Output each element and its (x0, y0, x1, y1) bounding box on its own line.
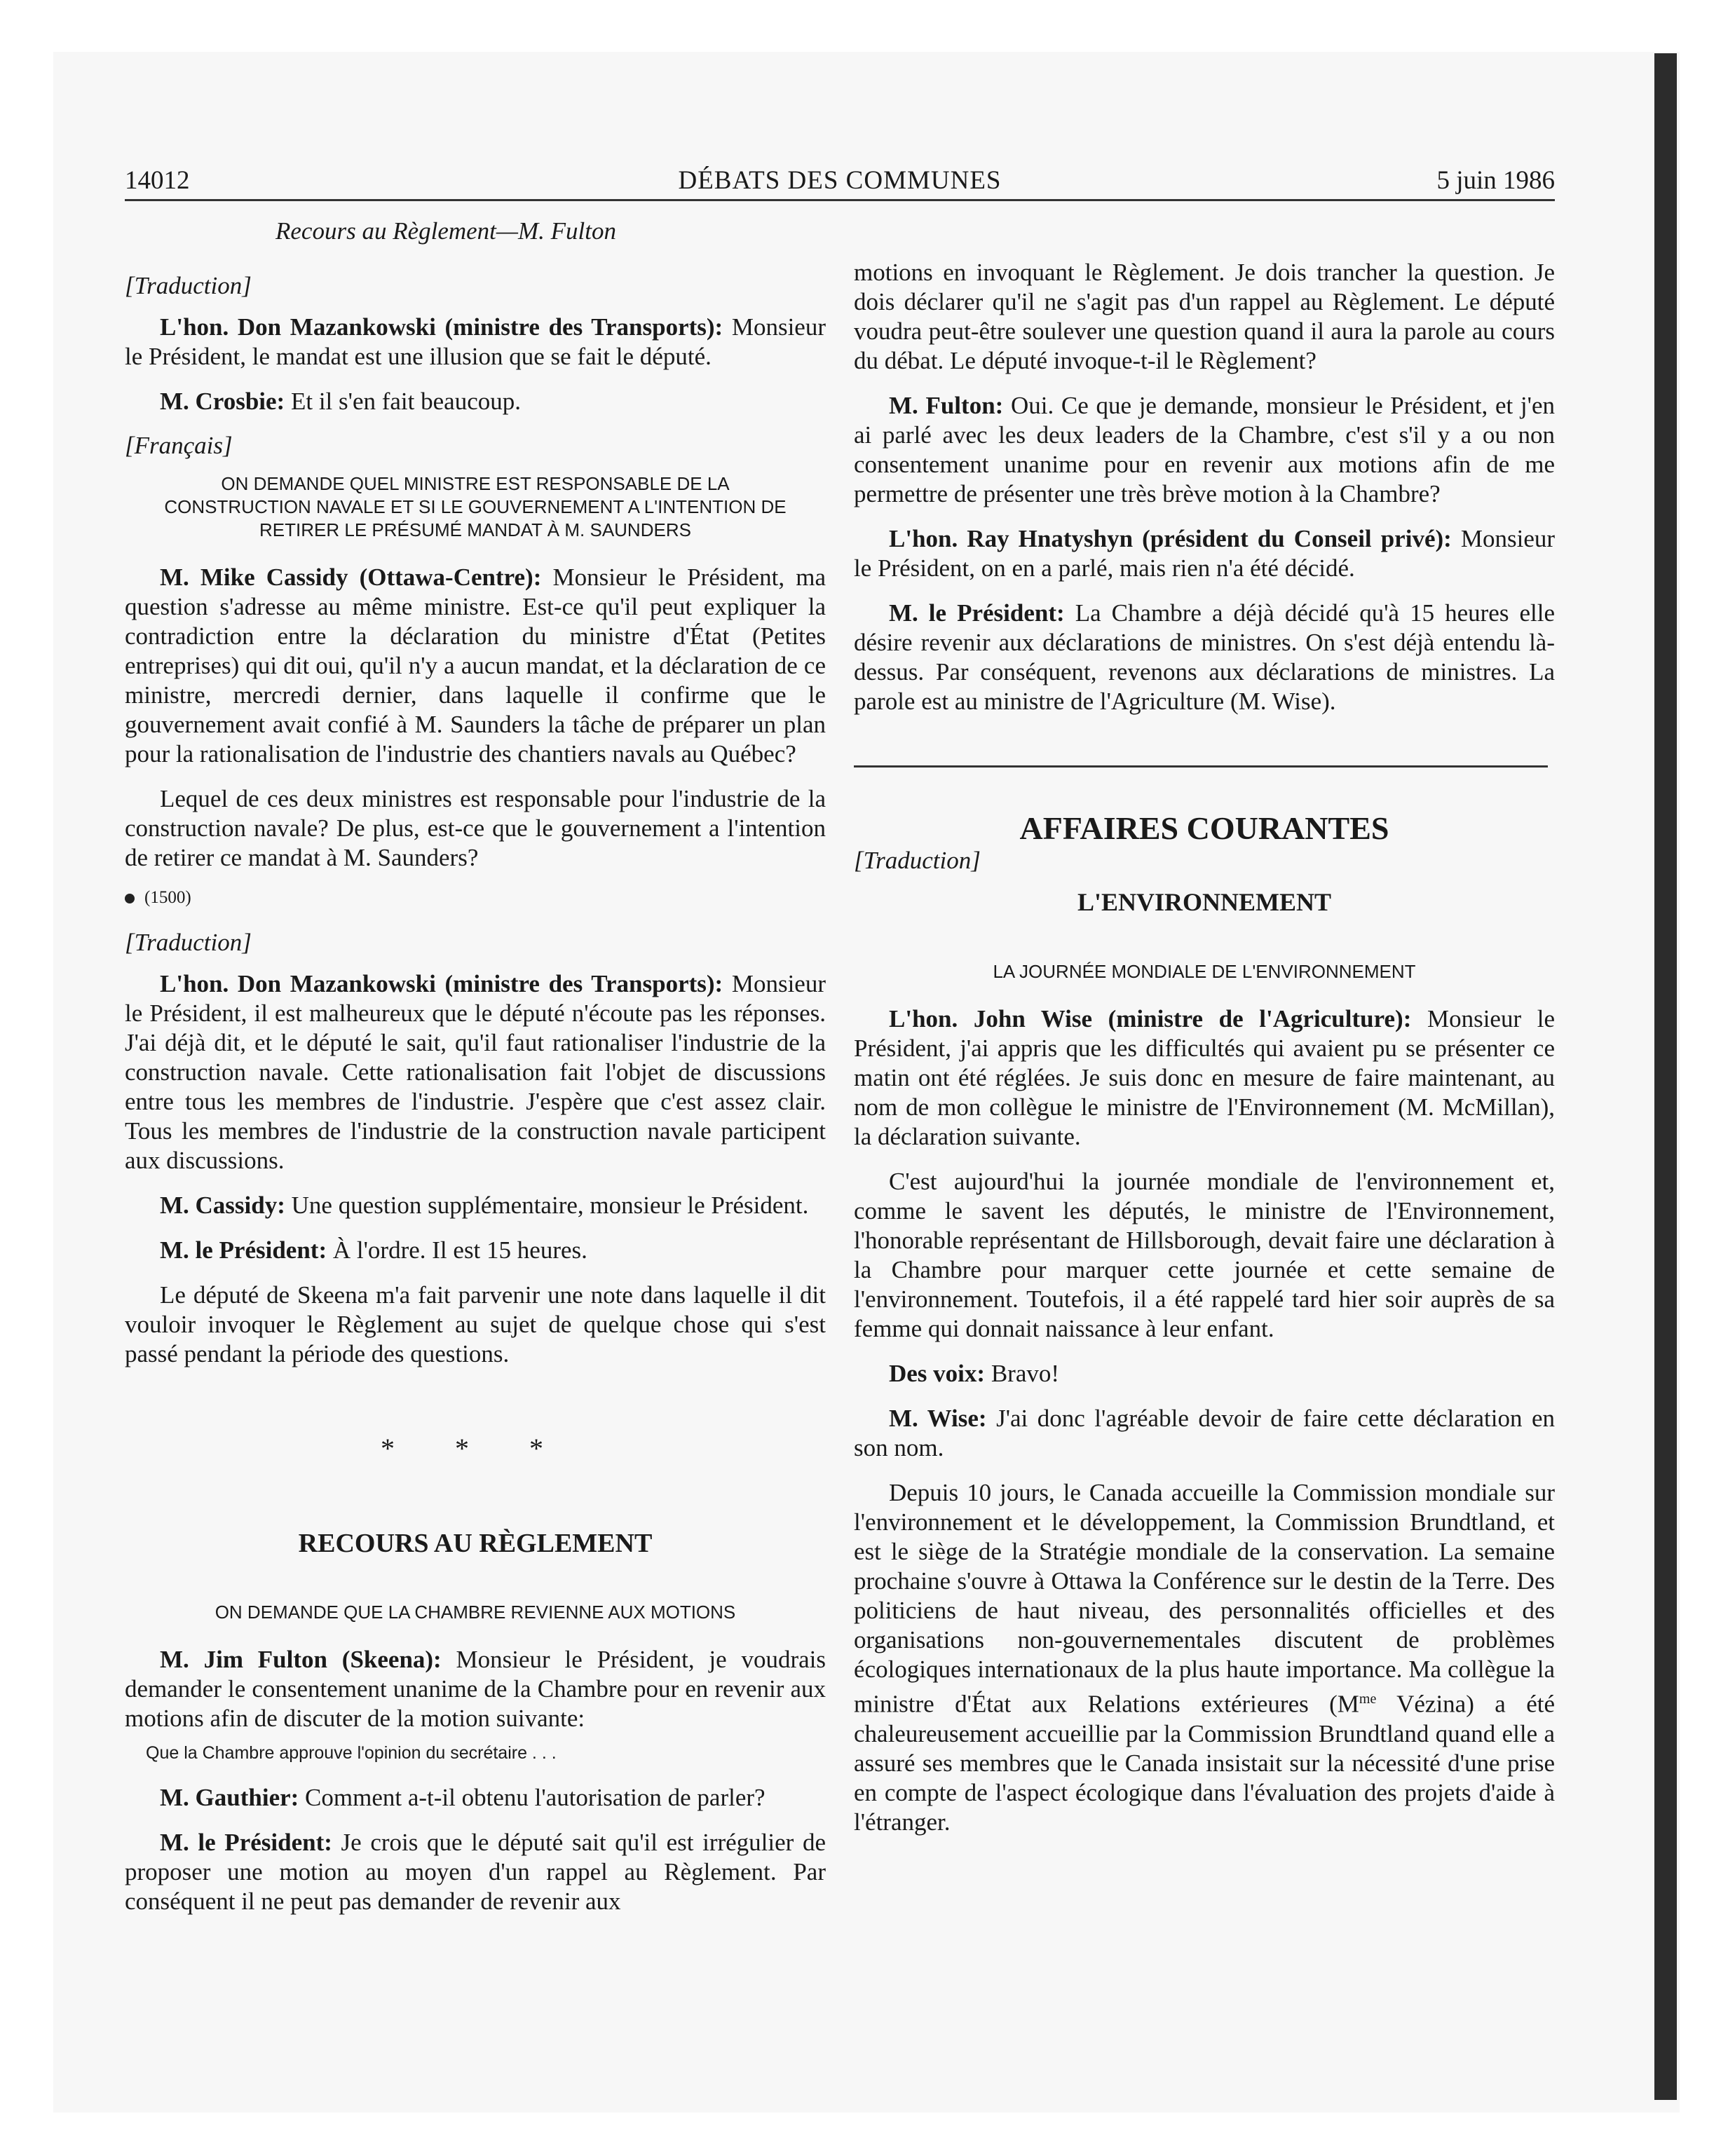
speaker: M. Crosbie: (160, 388, 285, 415)
speaker: L'hon. Ray Hnatyshyn (président du Conseil privé): (889, 525, 1452, 552)
speech-paragraph: L'hon. John Wise (ministre de l'Agriculture): Monsieur le Président, j'ai appris que les difficultés qui avaient pu se présenter ce matin ont été réglées. Je suis donc en mesure de faire maintenant, au nom de mon collègue le ministre de l'Environnement (M. McMillan), la déclaration suivante. (854, 1005, 1555, 1150)
section-heading: AFFAIRES COURANTES (1019, 810, 1389, 846)
subsection-heading: L'ENVIRONNEMENT (1077, 888, 1332, 916)
speaker: M. Gauthier: (160, 1784, 299, 1811)
publication-date: 5 juin 1986 (1436, 166, 1555, 195)
speech-paragraph: C'est aujourd'hui la journée mondiale de l'environnement et, comme le savent les députés, le ministre de l'Environnement, l'honorable représentant de Hillsborough, devait faire une déclaration à la Chambre pour marquer cette journée et cette semaine de l'environnement. Toutefois, il a été rappelé tard hier soir auprès de sa femme qui donnait naissance à leur enfant. (854, 1168, 1555, 1342)
language-tag: [Traduction] (854, 847, 981, 874)
speech-paragraph: Des voix: Bravo! (889, 1360, 1060, 1387)
speech-paragraph: M. Jim Fulton (Skeena): Monsieur le Président, je voudrais demander le consentement unanime de la Chambre pour en revenir aux motions afin de discuter de la motion suivante: (125, 1646, 826, 1732)
speech-paragraph: M. Cassidy: Une question supplémentaire, monsieur le Président. (160, 1192, 809, 1219)
speaker: M. le Président: (160, 1236, 327, 1264)
speaker: L'hon. John Wise (ministre de l'Agriculture): (889, 1005, 1412, 1032)
speech-paragraph: M. Mike Cassidy (Ottawa-Centre): Monsieur le Président, ma question s'adresse au même ministre. Est-ce qu'il peut expliquer la contradiction entre la déclaration du ministre d'État (Petites entreprises) qui dit oui, qu'il n'y a aucun mandat, et la déclaration de ce ministre, mercredi dernier, dans laquelle il confirme que le gouvernement avait confié à M. Saunders la tâche de préparer un plan pour la rationalisation de l'industrie des chantiers navals au Québec? (125, 564, 826, 767)
speaker: M. Fulton: (889, 392, 1004, 419)
language-tag: [Traduction] (125, 929, 252, 956)
scan-edge (1654, 53, 1677, 2100)
speaker: M. le Président: (160, 1829, 332, 1856)
speech-paragraph: M. Wise: J'ai donc l'agréable devoir de faire cette déclaration en son nom. (854, 1405, 1555, 1461)
speech-paragraph: Lequel de ces deux ministres est responsable pour l'industrie de la construction navale? De plus, est-ce que le gouvernement a l'intention de retirer ce mandat à M. Saunders? (125, 785, 826, 871)
topic-heading: ON DEMANDE QUEL MINISTRE EST RESPONSABLE DE LA CONSTRUCTION NAVALE ET SI LE GOUVERNEMENT A L'INTENTION DE RETIRER LE PRÉSUMÉ MANDAT À M. SAUNDERS (164, 473, 787, 540)
speech-paragraph: M. Fulton: Oui. Ce que je demande, monsieur le Président, et j'en ai parlé avec les deux leaders de la Chambre, c'est s'il y a ou non consentement unanime pour en revenir aux motions afin de me permettre de présenter une très brève motion à la Chambre? (854, 392, 1555, 507)
speech-paragraph: L'hon. Don Mazankowski (ministre des Transports): Monsieur le Président, le mandat est une illusion que se fait le député. (125, 313, 826, 370)
time-marker: (1500) (125, 888, 826, 908)
speech-paragraph: M. le Président: Je crois que le député sait qu'il est irrégulier de proposer une motion au moyen d'un rappel au Règlement. Par conséquent il ne peut pas demander de revenir aux (125, 1829, 826, 1915)
speaker: L'hon. Don Mazankowski (ministre des Transports): (160, 970, 723, 997)
speech-paragraph: motions en invoquant le Règlement. Je dois trancher la question. Je dois déclarer qu'il ne s'agit pas d'un rappel au Règlement. Le député voudra peut-être soulever une question quand il aura la parole au cours du débat. Le député invoque-t-il le Règlement? (854, 259, 1555, 374)
speaker: L'hon. Don Mazankowski (ministre des Transports): (160, 313, 723, 341)
speech-paragraph: M. Crosbie: Et il s'en fait beaucoup. (160, 388, 521, 415)
speech-paragraph: L'hon. Don Mazankowski (ministre des Transports): Monsieur le Président, il est malheureux que le député n'écoute pas les réponses. J'ai déjà dit, et le député le sait, qu'il faut rationaliser l'industrie de la construction navale. Cette rationalisation fait l'objet de discussions entre tous les membres de l'industrie. J'espère que c'est assez clair. Tous les membres de l'industrie de la construction navale participent aux discussions. (125, 970, 826, 1174)
right-column (854, 258, 1555, 1853)
speech-paragraph: L'hon. Ray Hnatyshyn (président du Conseil privé): Monsieur le Président, on en a parlé, mais rien n'a été décidé. (854, 525, 1556, 582)
speaker: M. Wise: (889, 1405, 987, 1432)
left-column (125, 217, 826, 1932)
speaker: M. Jim Fulton (Skeena): (160, 1646, 442, 1673)
speech-paragraph: M. le Président: La Chambre a déjà décidé qu'à 15 heures elle désire revenir aux déclarations de ministres. On s'est déjà entendu là-dessus. Par conséquent, revenons aux déclarations de ministres. La parole est au ministre de l'Agriculture (M. Wise). (854, 599, 1555, 715)
speech-paragraph: M. Gauthier: Comment a-t-il obtenu l'autorisation de parler? (160, 1784, 766, 1811)
speech-paragraph: Depuis 10 jours, le Canada accueille la Commission mondiale sur l'environnement et le développement, la Commission Brundtland, et est le siège de la Stratégie mondiale de la conservation. La semaine prochaine s'ouvre à Ottawa la Conférence sur le destin de la Terre. Des politiciens de haut niveau, des personnalités officielles et des organisations non-gouvernementales discutent de problèmes écologiques internationaux de la plus haute importance. Ma collègue la ministre d'État aux Relations extérieures ($M^{me}$ Vézina) a été chaleureusement accueillie par la Commission Brundtland quand elle a assuré ses membres que le Canada insistait sur la nécessité d'une prise en compte de l'aspect écologique dans l'évaluation des projets d'aide à l'étranger. (854, 1479, 1555, 1836)
motion-quote: Que la Chambre approuve l'opinion du secrétaire . . . (146, 1743, 557, 1763)
speaker: M. Mike Cassidy (Ottawa-Centre): (160, 564, 542, 591)
speech-paragraph: M. le Président: À l'ordre. Il est 15 heures. (160, 1236, 587, 1264)
section-separator: * * * (381, 1433, 570, 1464)
publication-title: DÉBATS DES COMMUNES (678, 166, 1002, 195)
speaker: M. le Président: (889, 599, 1065, 627)
topic-heading: ON DEMANDE QUE LA CHAMBRE REVIENNE AUX MOTIONS (215, 1602, 736, 1623)
language-tag: [Traduction] (125, 272, 252, 299)
section-heading: RECOURS AU RÈGLEMENT (298, 1529, 653, 1558)
language-tag: [Français] (125, 432, 233, 459)
page-header (125, 164, 1555, 201)
page-number: 14012 (125, 166, 190, 195)
topic-heading: LA JOURNÉE MONDIALE DE L'ENVIRONNEMENT (993, 961, 1416, 982)
bullet-icon (125, 894, 135, 903)
running-subtitle: Recours au Règlement—M. Fulton (275, 217, 617, 245)
speaker: Des voix: (889, 1360, 986, 1387)
speaker: M. Cassidy: (160, 1192, 285, 1219)
horizontal-rule (854, 765, 1548, 767)
speech-paragraph: Le député de Skeena m'a fait parvenir une note dans laquelle il dit vouloir invoquer le Règlement au sujet de quelque chose qui s'est passé pendant la période des questions. (125, 1281, 826, 1367)
